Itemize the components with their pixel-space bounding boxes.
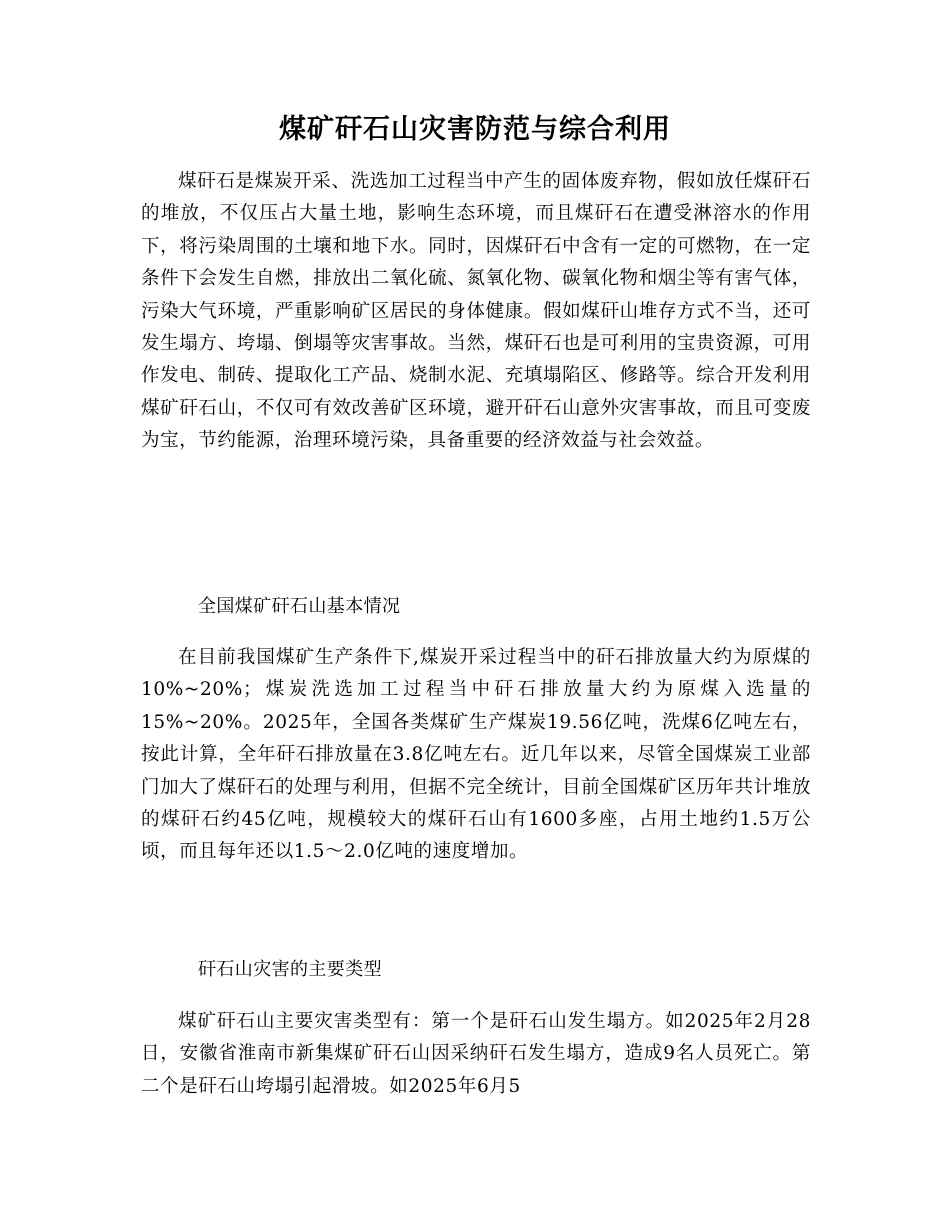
intro-paragraph: 煤矸石是煤炭开采、洗选加工过程当中产生的固体废弃物，假如放任煤矸石的堆放，不仅压占大量土地，影响生态环境，而且煤矸石在遭受淋溶水的作用下，将污染周围的土壤和地下水。同时，因煤矸石中含有一定的可燃物，在一定条件下会发生自燃，排放出二氧化硫、氮氧化物、碳氧化物和烟尘等有害气体，污染大气环境，严重影响矿区居民的身体健康。假如煤矸山堆存方式不当，还可发生塌方、垮塌、倒塌等灾害事故。当然，煤矸石也是可利用的宝贵资源，可用作发电、制砖、提取化工产品、烧制水泥、充填塌陷区、修路等。综合开发利用煤矿矸石山，不仅可有效改善矿区环境，避开矸石山意外灾害事故，而且可变废为宝，节约能源，治理环境污染，具备重要的经济效益与社会效益。 [141, 171, 811, 452]
section-heading-disaster-types: 矸石山灾害的主要类型 [198, 959, 382, 980]
section-paragraph-basic-situation: 在目前我国煤矿生产条件下,煤炭开采过程当中的矸石排放量大约为原煤的10%~20%；煤炭洗选加工过程当中矸石排放量大约为原煤入选量的15%~20%。2025年，全国各类煤矿生产煤炭19.56亿吨，洗煤6亿吨左右，按此计算，全年矸石排放量在3.8亿吨左右。近几年以来，尽管全国煤炭工业部门加大了煤矸石的处理与利用，但据不完全统计，目前全国煤矿区历年共计堆放的煤矸石约45亿吨，规模较大的煤矸石山有1600多座，占用土地约1.5万公顷，而且每年还以1.5～2.0亿吨的速度增加。 [141, 647, 811, 863]
section-heading-basic-situation: 全国煤矿矸石山基本情况 [198, 596, 401, 617]
document-title: 煤矿矸石山灾害防范与综合利用 [279, 114, 671, 145]
section-paragraph-disaster-types: 煤矿矸石山主要灾害类型有：第一个是矸石山发生塌方。如2025年2月28日，安徽省淮南市新集煤矿矸石山因采纳矸石发生塌方，造成9名人员死亡。第二个是矸石山垮塌引起滑坡。如2025年6月5 [141, 1011, 811, 1097]
